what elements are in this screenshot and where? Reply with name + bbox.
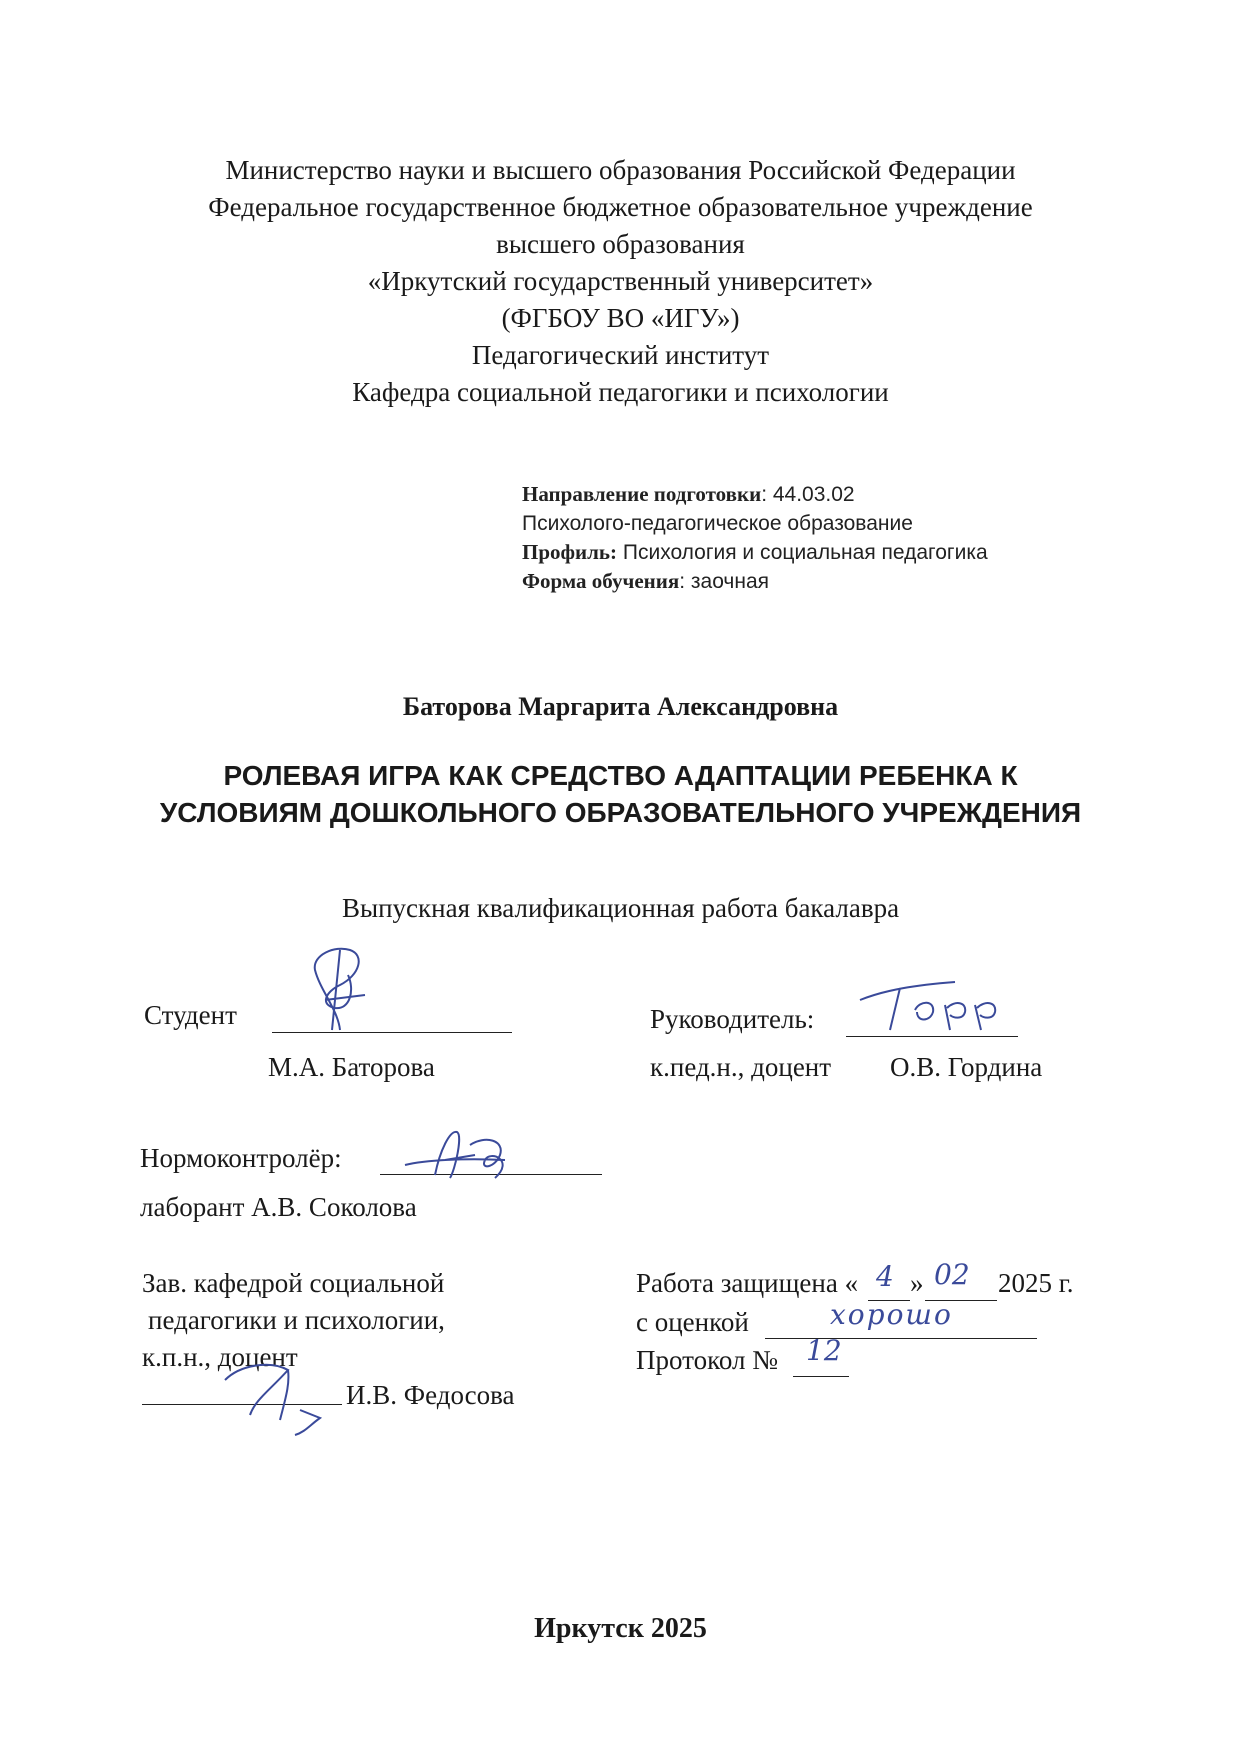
supervisor-signature — [855, 960, 1025, 1040]
supervisor-label: Руководитель: — [650, 1004, 815, 1034]
thesis-title-line-1: РОЛЕВАЯ ИГРА КАК СРЕДСТВО АДАПТАЦИИ РЕБЕНКА К — [223, 760, 1018, 791]
institution-header — [0, 152, 1241, 411]
form-label: Форма обучения — [522, 569, 680, 593]
protocol-label: Протокол № — [636, 1345, 778, 1375]
normcontrol-signature — [395, 1120, 535, 1190]
author-name: Баторова Маргарита Александровна — [402, 692, 839, 721]
defense-quote-close: » — [910, 1268, 924, 1298]
grade-value: хорошо — [830, 1298, 953, 1331]
university-abbr-line: (ФГБОУ ВО «ИГУ») — [501, 303, 740, 333]
profile-label: Профиль: — [522, 540, 618, 564]
head-name: И.В. Федосова — [346, 1380, 515, 1410]
student-signature — [280, 930, 400, 1040]
thesis-title-line-2: УСЛОВИЯМ ДОШКОЛЬНОГО ОБРАЗОВАТЕЛЬНОГО УЧРЕЖДЕНИЯ — [159, 797, 1082, 828]
form-value: : заочная — [679, 570, 770, 593]
education-level-line: высшего образования — [496, 229, 745, 259]
student-name: М.А. Баторова — [268, 1052, 435, 1082]
protocol-number: 12 — [806, 1334, 842, 1367]
ministry-line: Министерство науки и высшего образования Российской Федерации — [225, 155, 1016, 185]
defense-prefix: Работа защищена « — [636, 1268, 859, 1298]
direction-name: Психолого-педагогическое образование — [522, 512, 913, 535]
head-signature — [210, 1340, 340, 1440]
student-label: Студент — [144, 1000, 237, 1030]
head-title-line-2: педагогики и психологии, — [148, 1305, 445, 1335]
institute-line: Педагогический институт — [471, 340, 770, 370]
study-info — [522, 480, 988, 596]
grade-label: с оценкой — [636, 1307, 749, 1337]
profile-value: Психология и социальная педагогика — [617, 541, 988, 564]
protocol-line — [793, 1376, 849, 1377]
direction-row — [522, 480, 988, 509]
work-type: Выпускная квалификационная работа бакалавра — [341, 893, 900, 923]
defense-year: 2025 г. — [998, 1268, 1074, 1298]
head-title-line-1: Зав. кафедрой социальной — [142, 1268, 445, 1298]
profile-row — [522, 538, 988, 567]
university-name-line: «Иркутский государственный университет» — [367, 266, 874, 296]
supervisor-degree: к.пед.н., доцент — [650, 1052, 832, 1082]
supervisor-name: О.В. Гордина — [890, 1052, 1043, 1082]
institution-type-line: Федеральное государственное бюджетное образовательное учреждение — [208, 192, 1033, 222]
city-year: Иркутск 2025 — [534, 1613, 707, 1644]
normcontrol-position: лаборант А.В. Соколова — [140, 1192, 417, 1222]
head-degree: к.п.н., доцент — [142, 1342, 298, 1372]
form-row — [522, 567, 988, 596]
department-line: Кафедра социальной педагогики и психологии — [352, 377, 889, 407]
direction-label: Направление подготовки — [522, 482, 762, 506]
thesis-title — [0, 757, 1241, 831]
normcontrol-label: Нормоконтролёр: — [140, 1143, 342, 1173]
defense-day: 4 — [876, 1260, 894, 1293]
defense-month: 02 — [934, 1258, 970, 1291]
direction-value: : 44.03.02 — [761, 483, 855, 506]
